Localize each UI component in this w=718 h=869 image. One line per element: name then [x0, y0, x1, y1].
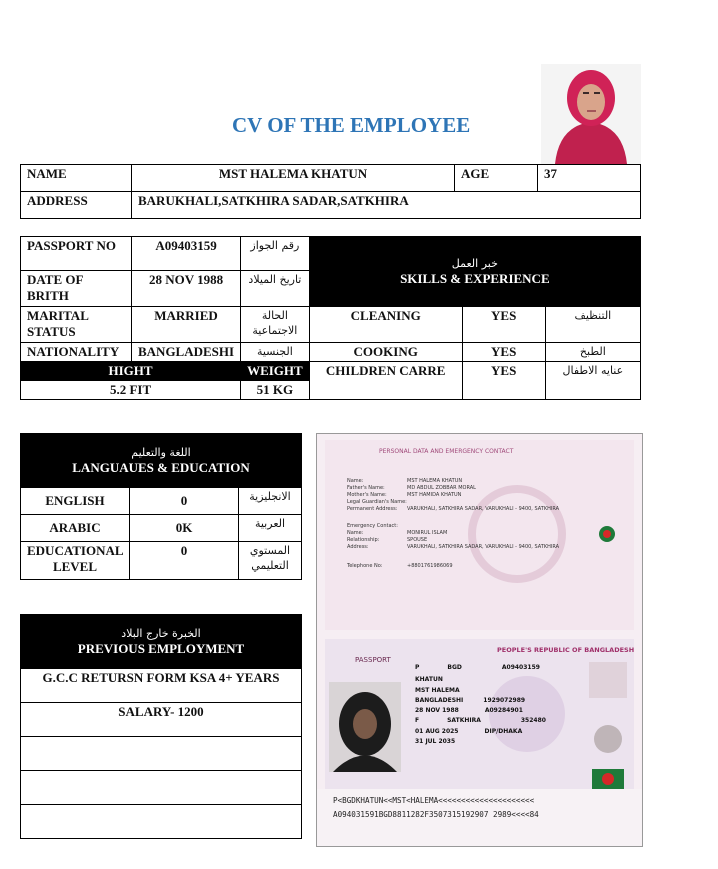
language-name-ar: الانجليزية [239, 488, 302, 515]
dob-label: DATE OF BRITH [21, 271, 132, 307]
passport-field: Mother's Name: MST HAMIDA KHATUN [347, 492, 462, 498]
empty-row [21, 771, 302, 805]
passport-authority: DIP/DHAKA [484, 727, 523, 735]
personal-skills-table [20, 236, 641, 400]
education-value: 0 [130, 542, 239, 580]
passport-label-ar: رقم الجواز [241, 237, 310, 271]
nationality-value: BANGLADESHI [132, 343, 241, 362]
country-title: PEOPLE'S REPUBLIC OF BANGLADESH [497, 646, 635, 654]
page-title: CV OF THE EMPLOYEE [232, 113, 471, 137]
education-label: EDUCATIONAL LEVEL [21, 542, 130, 580]
passport-value: A09403159 [132, 237, 241, 271]
nationality-label: NATIONALITY [21, 343, 132, 362]
passport-number: A09403159 [501, 664, 540, 671]
passport-expiry: 31 JUL 2035 [415, 738, 456, 746]
language-name: ENGLISH [21, 488, 130, 515]
age-value: 37 [538, 165, 641, 192]
passport-field: Telephone No: +8801761986069 [347, 563, 453, 569]
marital-label: MARITAL STATUS [21, 307, 132, 343]
passport-surname: KHATUN [415, 676, 443, 684]
employment-table [20, 614, 302, 839]
language-value: 0 [130, 488, 239, 515]
passport-field: Legal Guardian's Name: [347, 499, 407, 505]
height-label: HIGHT [21, 362, 241, 381]
address-value: BARUKHALI,SATKHIRA SADAR,SATKHIRA [132, 192, 641, 219]
employee-photo [541, 64, 641, 164]
skill-value: YES [462, 307, 545, 343]
nationality-label-ar: الجنسية [241, 343, 310, 362]
language-name: ARABIC [21, 515, 130, 542]
passport-label: PASSPORT NO [21, 237, 132, 271]
skill-name: COOKING [309, 343, 462, 362]
info-table [20, 164, 641, 219]
passport-word: PASSPORT [355, 656, 391, 664]
passport-given-name: MST HALEMA [415, 686, 460, 694]
empty-row [21, 805, 302, 839]
weight-label: WEIGHT [241, 362, 310, 381]
empty-row [21, 737, 302, 771]
marital-label-ar: الحالة الاجتماعية [241, 307, 310, 343]
passport-issue-date: 01 AUG 2025 [415, 727, 459, 735]
passport-field: Name: MST HALEMA KHATUN [347, 478, 463, 484]
passport-prev-no: A09284901 [484, 707, 523, 715]
languages-table [20, 433, 302, 580]
passport-dob: 28 NOV 1988 [415, 707, 459, 715]
passport-field: Father's Name: MD ABDUL ZOBBAR MORAL [347, 485, 476, 491]
height-value: 5.2 FIT [21, 381, 241, 400]
address-label: ADDRESS [21, 192, 132, 219]
employment-heading-ar: الخبرة خارج البلاد [121, 627, 201, 640]
skills-heading: SKILLS & EXPERIENCE [400, 271, 550, 286]
name-value: MST HALEMA KHATUN [132, 165, 455, 192]
skill-value: YES [462, 362, 545, 400]
passport-personal-no: 1929072989 [483, 696, 526, 704]
dob-label-ar: تاريخ الميلاد [241, 271, 310, 307]
salary-line: SALARY- 1200 [21, 703, 302, 737]
passport-nationality: BANGLADESHI [415, 696, 464, 704]
skill-name-ar: الطبخ [545, 343, 640, 362]
passport-code: BGD [447, 664, 462, 671]
language-value: 0K [130, 515, 239, 542]
passport-mrz-line2: A094031591BGD8811282F3507315192907 2989<<<<84 [333, 810, 539, 819]
passport-birth-place: SATKHIRA [447, 717, 481, 725]
languages-heading-ar: اللغة والتعليم [131, 446, 191, 459]
passport-field: Address: VARUKHALI, SATKHIRA SADAR, VARUKHALI - 9400, SATKHIRA [347, 544, 560, 550]
passport-extra-no: 352480 [520, 717, 546, 725]
language-name-ar: العربية [239, 515, 302, 542]
passport-field: Relationship: SPOUSE [347, 537, 428, 543]
dob-value: 28 NOV 1988 [132, 271, 241, 307]
marital-value: MARRIED [132, 307, 241, 343]
languages-heading: LANGUAUES & EDUCATION [72, 460, 250, 475]
passport-field: Name: MONIRUL ISLAM [347, 530, 448, 536]
employment-heading: PREVIOUS EMPLOYMENT [77, 641, 245, 656]
passport-type: P [415, 664, 420, 671]
passport-sex: F [415, 717, 420, 725]
skill-name: CHILDREN CARRE [309, 362, 462, 400]
employment-line: G.C.C RETURSN FORM KSA 4+ YEARS [21, 669, 302, 703]
education-label-ar: المستوي التعليمي [239, 542, 302, 580]
passport-field: Permanent Address: VARUKHALI, SATKHIRA SADAR, VARUKHALI - 9400, SATKHIRA [347, 506, 560, 512]
emergency-header: PERSONAL DATA AND EMERGENCY CONTACT [379, 448, 514, 455]
skill-name-ar: عنايه الاطفال [545, 362, 640, 400]
skill-value: YES [462, 343, 545, 362]
age-label: AGE [455, 165, 538, 192]
emergency-label: Emergency Contact: [347, 523, 398, 529]
passport-scan [316, 433, 643, 847]
skill-name-ar: التنظيف [545, 307, 640, 343]
skill-name: CLEANING [309, 307, 462, 343]
skills-heading-ar: خبر العمل [451, 257, 498, 270]
passport-mrz-line1: P<BGDKHATUN<<MST<HALEMA<<<<<<<<<<<<<<<<<<<<< [333, 796, 535, 805]
weight-value: 51 KG [241, 381, 310, 400]
name-label: NAME [21, 165, 132, 192]
